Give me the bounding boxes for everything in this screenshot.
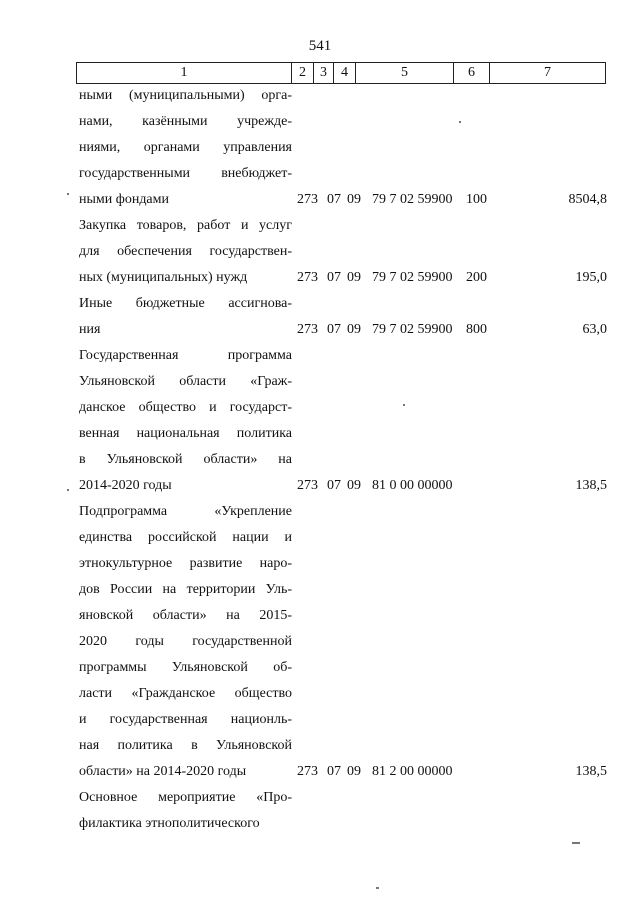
scan-speck bbox=[459, 121, 461, 123]
row-description-line: ными фондами bbox=[79, 192, 170, 207]
row-description-line: этнокультурное развитие наро- bbox=[79, 556, 292, 571]
row-section-code: 07 bbox=[327, 478, 341, 493]
column-header-3: 3 bbox=[314, 63, 334, 84]
column-header-5: 5 bbox=[356, 63, 454, 84]
column-header-4: 4 bbox=[334, 63, 356, 84]
column-header-2: 2 bbox=[292, 63, 314, 84]
row-description-line: государственными внебюджет- bbox=[79, 166, 292, 181]
row-expense-type: 100 bbox=[466, 192, 487, 207]
row-description-line: Подпрограмма «Укрепление bbox=[79, 504, 292, 519]
row-ved-code: 273 bbox=[297, 764, 318, 779]
column-header-row bbox=[77, 63, 606, 84]
row-expense-type: 800 bbox=[466, 322, 487, 337]
row-description-line: единства российской нации и bbox=[79, 530, 292, 545]
row-subsection-code: 09 bbox=[347, 764, 361, 779]
row-description-line: ниями, органами управления bbox=[79, 140, 292, 155]
row-description-line: филактика этнополитического bbox=[79, 816, 260, 831]
row-target-article: 81 0 00 00000 bbox=[372, 478, 453, 493]
row-subsection-code: 09 bbox=[347, 478, 361, 493]
row-subsection-code: 09 bbox=[347, 192, 361, 207]
row-description-line: ласти «Гражданское общество bbox=[79, 686, 292, 701]
row-description-line: яновской области» на 2015- bbox=[79, 608, 292, 623]
column-header-1: 1 bbox=[77, 63, 292, 84]
scan-speck bbox=[376, 887, 379, 889]
row-amount: 63,0 bbox=[582, 322, 607, 337]
row-subsection-code: 09 bbox=[347, 322, 361, 337]
row-description-line: венная национальная политика bbox=[79, 426, 292, 441]
row-description-line: области» на 2014-2020 годы bbox=[79, 764, 247, 779]
row-description-line: для обеспечения государствен- bbox=[79, 244, 292, 259]
column-header-7: 7 bbox=[490, 63, 606, 84]
row-section-code: 07 bbox=[327, 192, 341, 207]
column-header-table bbox=[76, 62, 606, 84]
row-description-line: 2020 годы государственной bbox=[79, 634, 292, 649]
row-amount: 8504,8 bbox=[568, 192, 607, 207]
column-header-6: 6 bbox=[454, 63, 490, 84]
row-description-line: 2014-2020 годы bbox=[79, 478, 172, 493]
row-description-line: Ульяновской области «Граж- bbox=[79, 374, 292, 389]
row-description-line: в Ульяновской области» на bbox=[79, 452, 292, 467]
row-target-article: 79 7 02 59900 bbox=[372, 322, 453, 337]
row-subsection-code: 09 bbox=[347, 270, 361, 285]
row-description-line: Основное мероприятие «Про- bbox=[79, 790, 292, 805]
page-number: 541 bbox=[308, 38, 332, 54]
row-description-line: данское общество и государст- bbox=[79, 400, 292, 415]
row-description-line: и государственная национль- bbox=[79, 712, 292, 727]
row-description-line: Государственная программа bbox=[79, 348, 292, 363]
row-description-line: Иные бюджетные ассигнова- bbox=[79, 296, 292, 311]
scan-speck bbox=[572, 842, 580, 844]
row-section-code: 07 bbox=[327, 270, 341, 285]
row-description-line: ных (муниципальных) нужд bbox=[79, 270, 248, 285]
row-description-line: дов России на территории Уль- bbox=[79, 582, 292, 597]
row-ved-code: 273 bbox=[297, 192, 318, 207]
row-description-line: ная политика в Ульяновской bbox=[79, 738, 292, 753]
scan-speck bbox=[67, 489, 69, 491]
row-amount: 138,5 bbox=[575, 478, 607, 493]
row-ved-code: 273 bbox=[297, 270, 318, 285]
row-target-article: 79 7 02 59900 bbox=[372, 270, 453, 285]
row-target-article: 81 2 00 00000 bbox=[372, 764, 453, 779]
row-target-article: 79 7 02 59900 bbox=[372, 192, 453, 207]
row-ved-code: 273 bbox=[297, 478, 318, 493]
scan-speck bbox=[403, 404, 405, 406]
row-ved-code: 273 bbox=[297, 322, 318, 337]
scan-speck bbox=[67, 193, 69, 195]
row-expense-type: 200 bbox=[466, 270, 487, 285]
row-description-line: Закупка товаров, работ и услуг bbox=[79, 218, 292, 233]
row-description-line: нами, казёнными учрежде- bbox=[79, 114, 292, 129]
row-section-code: 07 bbox=[327, 764, 341, 779]
row-description-line: программы Ульяновской об- bbox=[79, 660, 292, 675]
row-amount: 138,5 bbox=[575, 764, 607, 779]
row-section-code: 07 bbox=[327, 322, 341, 337]
row-amount: 195,0 bbox=[575, 270, 607, 285]
row-description-line: ными (муниципальными) орга- bbox=[79, 88, 292, 103]
row-description-line: ния bbox=[79, 322, 101, 337]
